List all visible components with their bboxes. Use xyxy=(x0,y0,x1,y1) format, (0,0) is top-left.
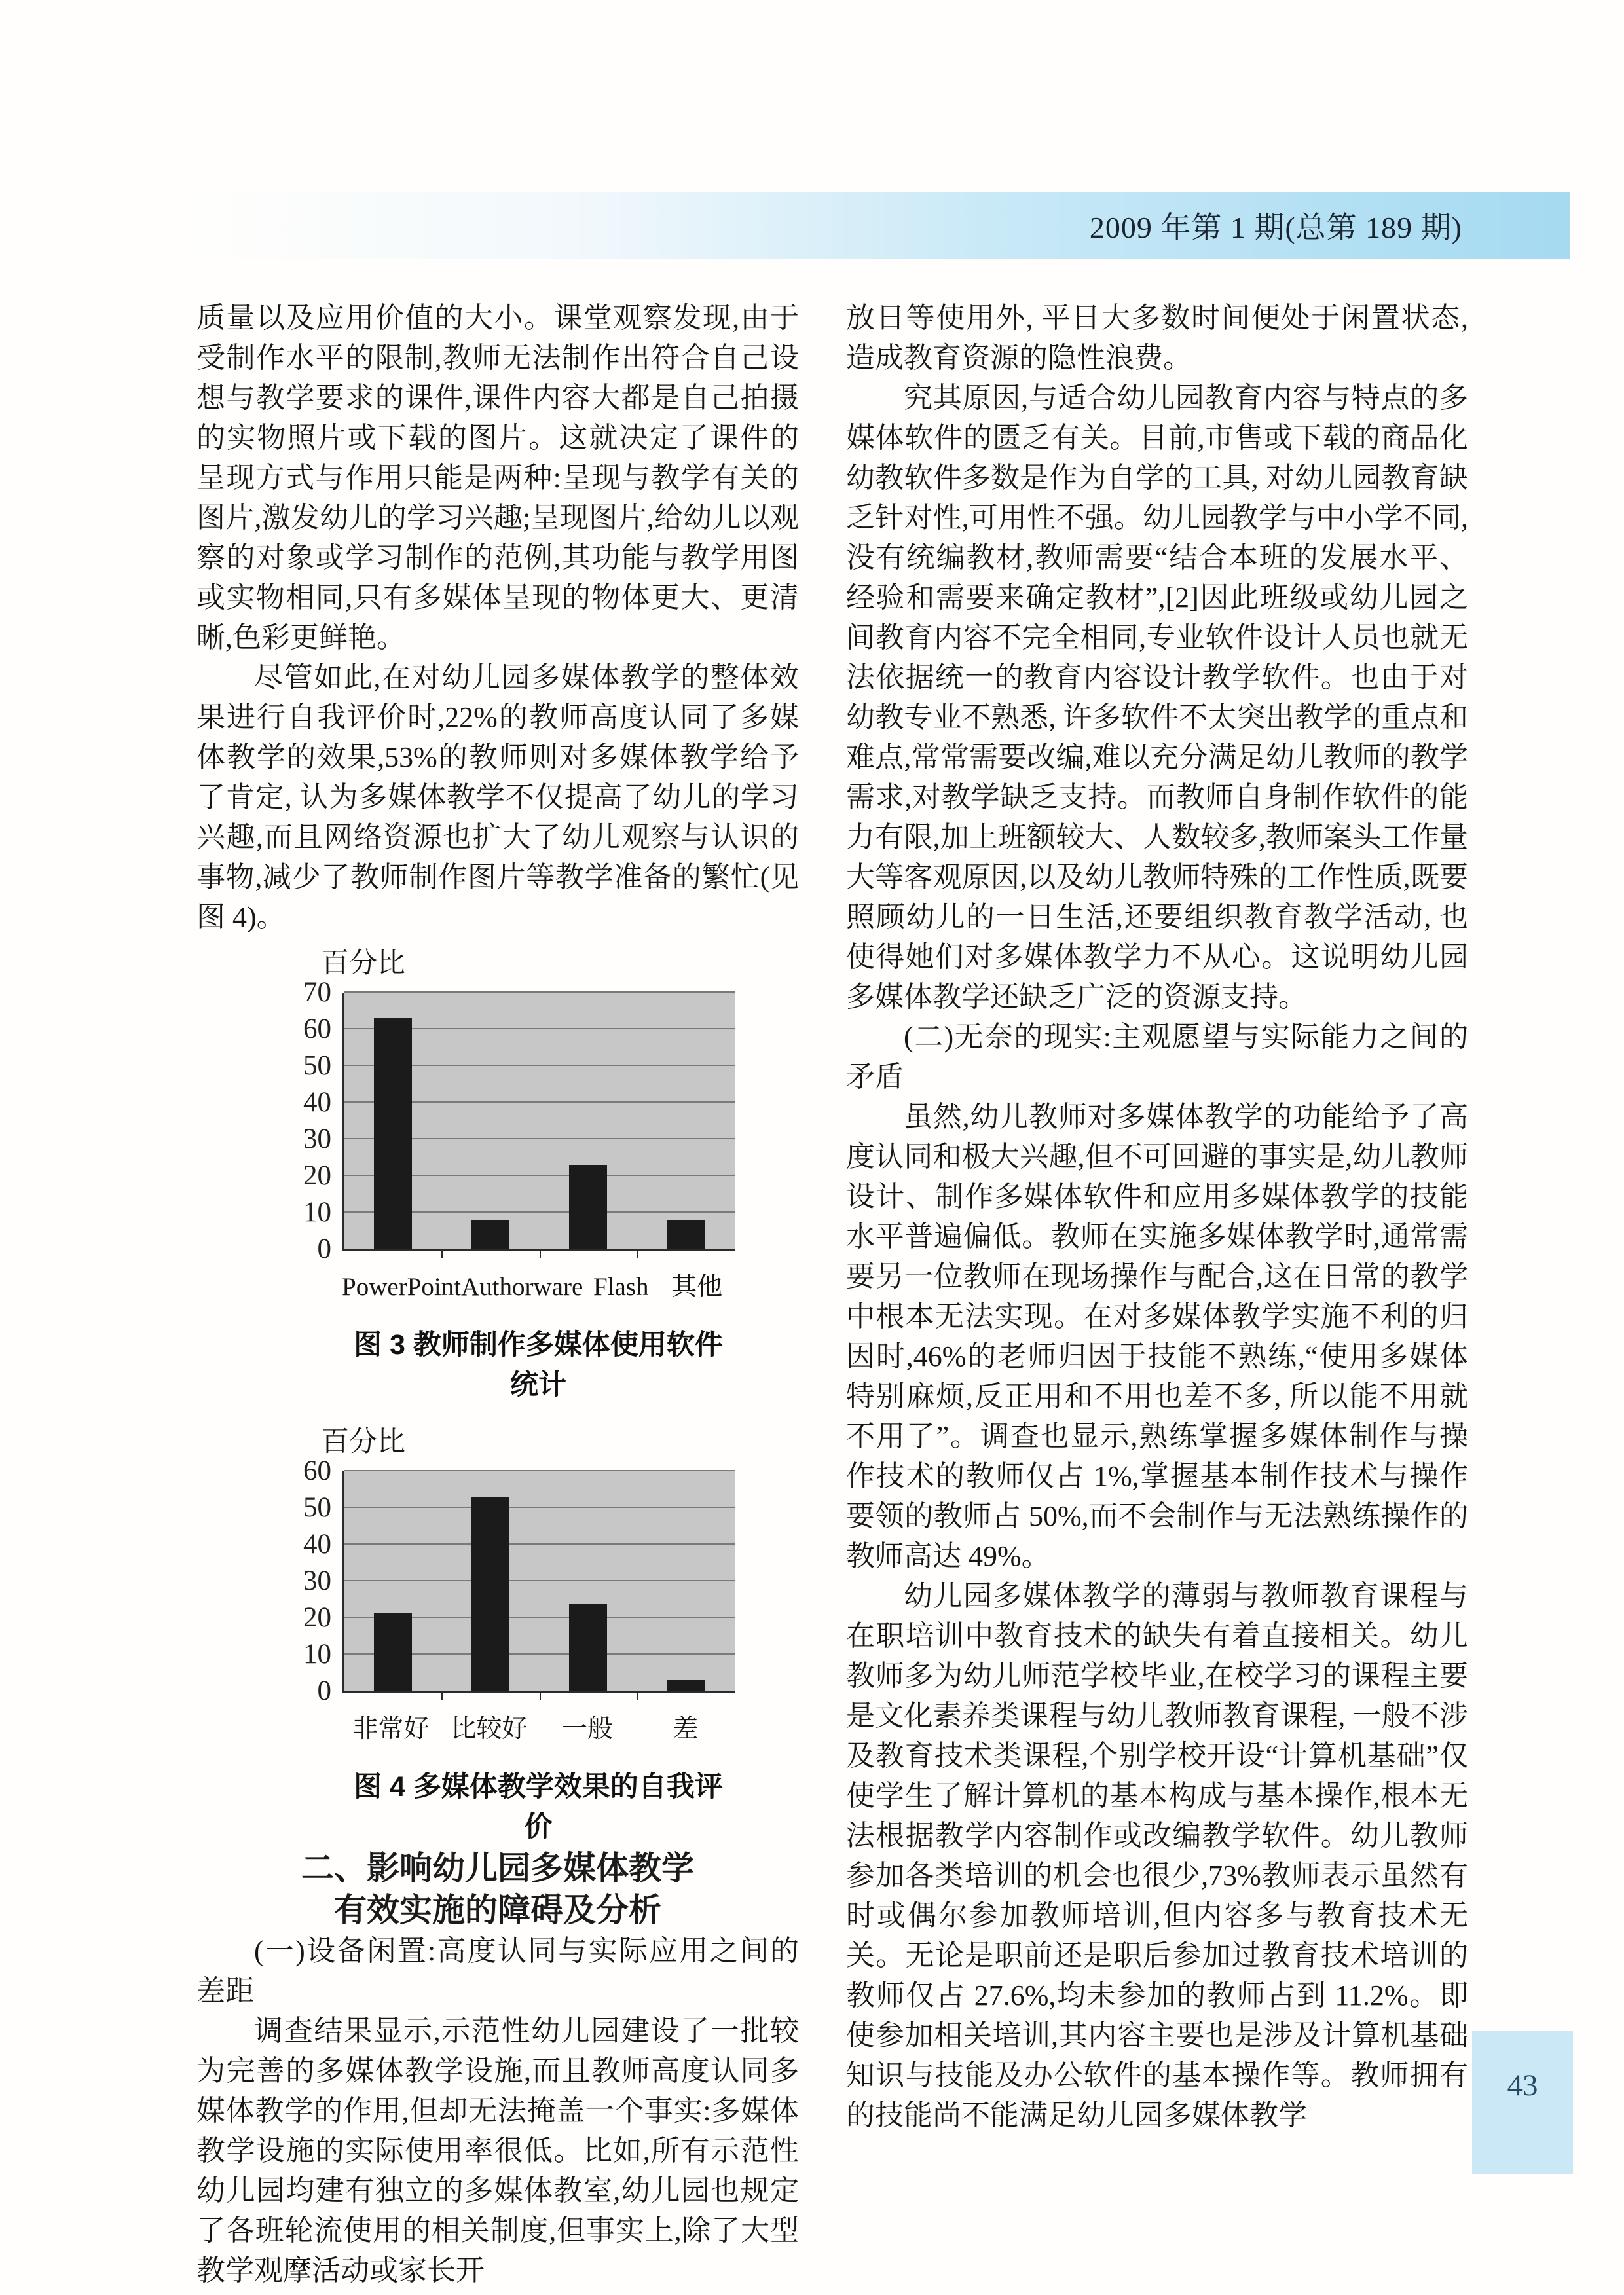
gridline xyxy=(344,991,735,993)
y-tick-label: 60 xyxy=(303,1456,331,1486)
x-axis-tick xyxy=(637,1249,638,1258)
y-tick-label: 0 xyxy=(317,1234,331,1264)
y-tick-label: 30 xyxy=(303,1124,331,1154)
paragraph: 虽然,幼儿教师对多媒体教学的功能给予了高度认同和极大兴趣,但不可回避的事实是,幼儿教师设计、制作多媒体软件和应用多媒体教学的技能水平普遍偏低。教师在实施多媒体教学时,通常需要另一位教师在现场操作与配合,这在日常的教学中根本无法实现。在对多媒体教学实施不利的归因时,46%的老师归因于技能不熟练,“使用多媒体特别麻烦,反正用和不用也差不多, 所以能不用就不用了”。调查也显示,熟练掌握多媒体制作与操作技术的教师仅占 1%,掌握基本制作技术与操作要领的教师占 50%,而不会制作与无法熟练操作的教师高达 49%。 xyxy=(846,1101,1468,1572)
y-tick-label: 40 xyxy=(303,1087,331,1118)
gridline xyxy=(344,1470,735,1471)
x-axis-tick xyxy=(637,1691,638,1700)
paragraph: 质量以及应用价值的大小。课堂观察发现,由于受制作水平的限制,教师无法制作出符合自己设想与教学要求的课件,课件内容大都是自己拍摄的实物照片或下载的图片。这就决定了课件的呈现方式与作用只能是两种:呈现与教学有关的图片,激发幼儿的学习兴趣;呈现图片,给幼儿以观察的对象或学习制作的范例,其功能与教学用图或实物相同,只有多媒体呈现的物体更大、更清晰,色彩更鲜艳。 xyxy=(196,302,799,653)
figure-4-y-axis-ticks xyxy=(295,1456,342,1706)
x-axis-tick xyxy=(441,1249,443,1258)
x-axis-tick xyxy=(540,1249,541,1258)
paragraph: 幼儿园多媒体教学的薄弱与教师教育课程与在职培训中教育技术的缺失有着直接相关。幼儿教师多为幼儿师范学校毕业,在校学习的课程主要是文化素养类课程与幼儿教师教育课程, 一般不涉及教育技术类课程,个别学校开设“计算机基础”仅使学生了解计算机的基本构成与基本操作,根本无法根据教学内容制作或改编教学软件。幼儿教师参加各类培训的机会也很少,73%教师表示虽然有时或偶尔参加教师培训,但内容多与教育技术无关。无论是职前还是职后参加过教育技术培训的教师仅占 27.6%,均未参加的教师占到 11.2%。即使参加相关培训,其内容主要也是涉及计算机基础知识与技能及办公软件的基本操作等。教师拥有的技能尚不能满足幼儿园多媒体教学 xyxy=(846,1580,1468,2131)
paragraph: 调查结果显示,示范性幼儿园建设了一批较为完善的多媒体教学设施,而且教师高度认同多媒体教学的作用,但却无法掩盖一个事实:多媒体教学设施的实际使用率很低。比如,所有示范性幼儿园均建有独立的多媒体教室,幼儿园也规定了各班轮流使用的相关制度,但事实上,除了大型教学观摩活动或家长开 xyxy=(196,2015,799,2286)
figure-4-plot-area xyxy=(342,1471,735,1693)
y-tick-label: 0 xyxy=(317,1676,331,1706)
figure-3-y-axis-ticks xyxy=(295,977,342,1264)
bar-PowerPoint xyxy=(374,1018,412,1249)
bar-其他 xyxy=(667,1220,705,1249)
y-tick-label: 30 xyxy=(303,1566,331,1596)
paragraph: 究其原因,与适合幼儿园教育内容与特点的多媒体软件的匮乏有关。目前,市售或下载的商品化幼教软件多数是作为自学的工具, 对幼儿园教育缺乏针对性,可用性不强。幼儿园教学与中小学不同,没有统编教材,教师需要“结合本班的发展水平、经验和需要来确定教材”,[2]因此班级或幼儿园之间教育内容不完全相同,专业软件设计人员也就无法依据统一的教育内容设计教学软件。也由于对幼教专业不熟悉, 许多软件不太突出教学的重点和难点,常常需要改编,难以充分满足幼儿教师的教学需求,对教学缺乏支持。而教师自身制作软件的能力有限,加上班额较大、人数较多,教师案头工作量大等客观原因,以及幼儿教师特殊的工作性质,既要照顾幼儿的一日生活,还要组织教育教学活动, 也使得她们对多媒体教学力不从心。这说明幼儿园多媒体教学还缺乏广泛的资源支持。 xyxy=(846,382,1468,1013)
figure-3 xyxy=(295,944,735,1405)
x-category-label: PowerPoint xyxy=(342,1273,462,1301)
bar-Flash xyxy=(569,1165,607,1249)
x-category-label: Authorware xyxy=(461,1273,583,1301)
section-heading-line2: 有效实施的障碍及分析 xyxy=(334,1892,661,1928)
figure-3-caption: 图 3 教师制作多媒体使用软件统计 xyxy=(354,1329,723,1401)
gridline xyxy=(344,1580,735,1581)
y-tick-label: 20 xyxy=(303,1602,331,1633)
bar-Authorware xyxy=(471,1220,509,1249)
figure-4-caption: 图 4 多媒体教学效果的自我评价 xyxy=(354,1771,723,1843)
figure-3-plot-area xyxy=(342,993,735,1251)
figure-4-y-axis-title: 百分比 xyxy=(321,1427,405,1458)
y-tick-label: 40 xyxy=(303,1529,331,1560)
x-category-label: Flash xyxy=(593,1273,649,1301)
paragraph: 放日等使用外, 平日大多数时间便处于闲置状态,造成教育资源的隐性浪费。 xyxy=(846,302,1468,374)
x-category-label: 其他 xyxy=(671,1273,723,1301)
x-category-label: 差 xyxy=(673,1715,699,1743)
y-tick-label: 50 xyxy=(303,1492,331,1523)
column-right xyxy=(846,298,1468,2135)
paragraph: 尽管如此,在对幼儿园多媒体教学的整体效果进行自我评价时,22%的教师高度认同了多媒体教学的效果,53%的教师则对多媒体教学给予了肯定, 认为多媒体教学不仅提高了幼儿的学习兴趣,而且网络资源也扩大了幼儿观察与认识的事物,减少了教师制作图片等教学准备的繁忙(见图 4)。 xyxy=(196,661,799,933)
sub-heading-1: (一)设备闲置:高度认同与实际应用之间的差距 xyxy=(196,1935,799,2007)
figure-4-x-axis-labels xyxy=(342,1709,735,1749)
section-heading-line1: 二、影响幼儿园多媒体教学 xyxy=(301,1850,694,1886)
x-category-label: 非常好 xyxy=(352,1715,430,1743)
x-category-label: 比较好 xyxy=(451,1715,528,1743)
bar-非常好 xyxy=(374,1613,412,1691)
y-tick-label: 10 xyxy=(303,1639,331,1670)
sub-heading-2: (二)无奈的现实:主观愿望与实际能力之间的矛盾 xyxy=(846,1021,1468,1093)
y-tick-label: 50 xyxy=(303,1050,331,1081)
x-axis-tick xyxy=(441,1691,443,1700)
bar-差 xyxy=(667,1680,705,1691)
figure-3-x-axis-labels xyxy=(342,1267,735,1307)
page-number-box xyxy=(1472,2031,1573,2174)
bar-一般 xyxy=(569,1604,607,1691)
y-tick-label: 10 xyxy=(303,1197,331,1228)
gridline xyxy=(344,1543,735,1545)
figure-3-y-axis-title: 百分比 xyxy=(321,948,405,979)
y-tick-label: 20 xyxy=(303,1160,331,1191)
x-category-label: 一般 xyxy=(561,1715,613,1743)
figure-3-chart xyxy=(295,977,735,1264)
y-tick-label: 60 xyxy=(303,1014,331,1044)
figure-4 xyxy=(295,1422,735,1847)
x-axis-tick xyxy=(540,1691,541,1700)
gridline xyxy=(344,1507,735,1508)
header-issue-text: 2009 年第 1 期(总第 189 期) xyxy=(1089,211,1462,244)
column-left xyxy=(196,298,799,2290)
header-issue-bar xyxy=(187,192,1570,259)
page-number: 43 xyxy=(1507,2068,1538,2102)
figure-4-chart xyxy=(295,1456,735,1706)
y-tick-label: 70 xyxy=(303,977,331,1008)
bar-比较好 xyxy=(471,1497,509,1691)
